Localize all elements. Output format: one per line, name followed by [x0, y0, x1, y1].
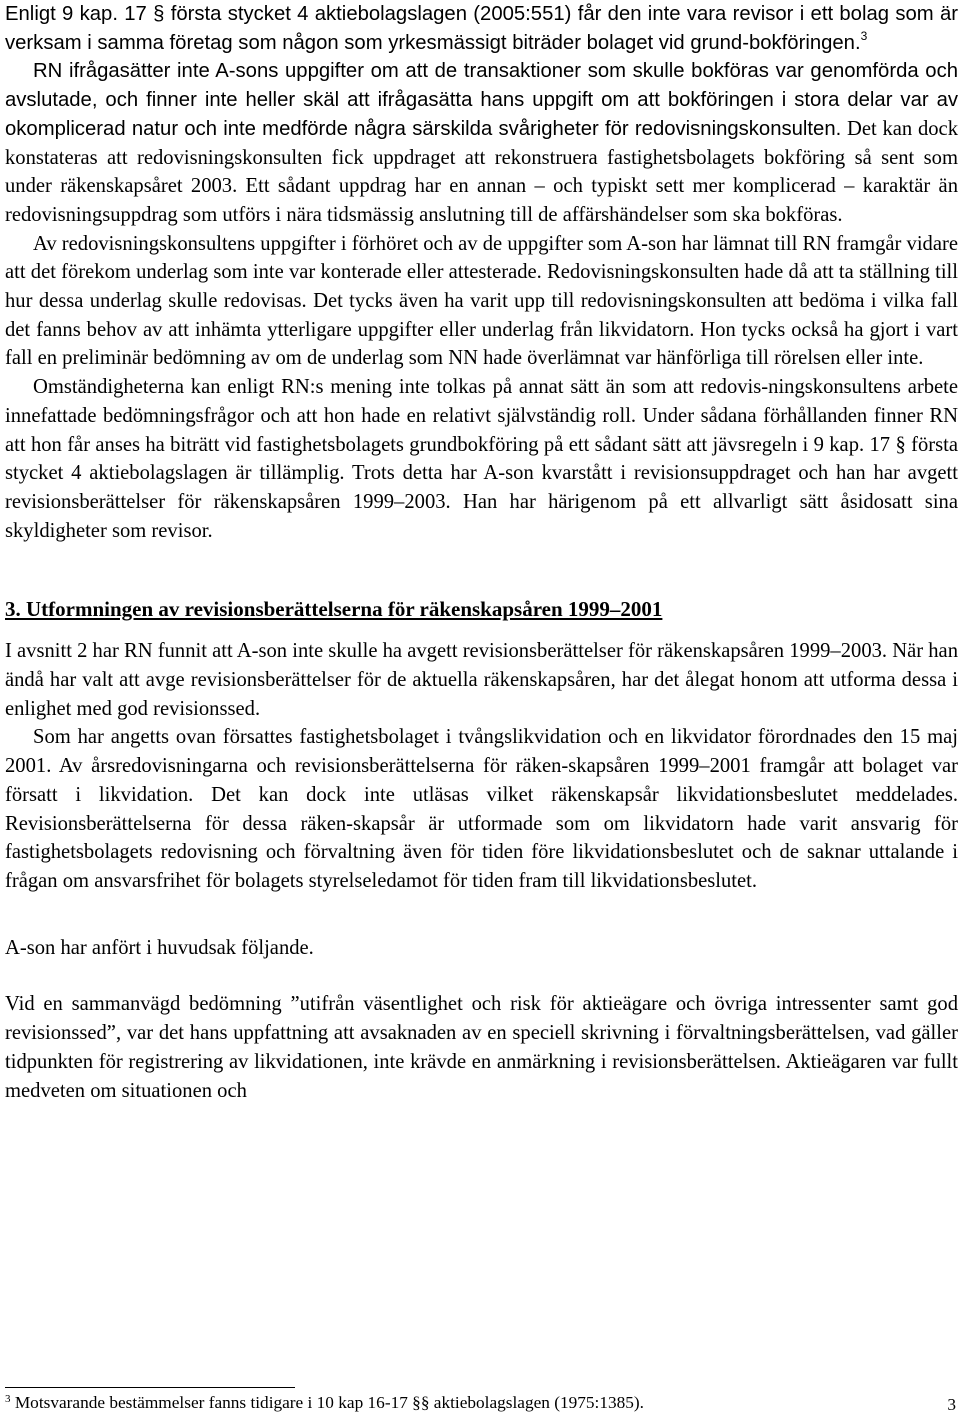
footnote-number: 3 — [5, 1393, 11, 1405]
paragraph-jav-rule-text: Enligt 9 kap. 17 § första stycket 4 aktiebolagslagen (2005:551) får den inte vara revisor i ett bolag som är verksam i samma företag som någon som yrkesmässigt biträder bolaget vid grund-bokföringen. — [5, 3, 958, 54]
footnote-separator — [5, 1387, 295, 1388]
spacer — [5, 896, 958, 934]
paragraph-rn-assessment-sans: RN ifrågasätter inte A-sons uppgifter om att de transaktioner som skulle bokföras var genomförda och avslutade, och finner inte heller skäl att ifrågasätta hans uppgift om att bokföringen i stora delar var av okomplicerad natur och inte medförde några särskilda svårigheter för redovisningskonsulten. — [5, 60, 958, 140]
paragraph-consultant-statements: Av redovisningskonsultens uppgifter i förhöret och av de uppgifter som A-son har lämnat till RN framgår vidare att det förekom underlag som inte var konterade eller attesterade. Redovisningskonsulten hade då att ta ställning till hur dessa underlag skulle redovisas. Det tycks även ha varit upp till redovisningskonsulten att bedöma i vilka fall det fanns behov av att inhämta ytterligare uppgifter eller underlag från likvidatorn. Hon tycks också ha gjort i vart fall en preliminär bedömning av om de underlag som NN hade överlämnat var hänförliga till rörelsen eller inte. — [5, 232, 958, 370]
paragraph-circumstances: Omständigheterna kan enligt RN:s mening inte tolkas på annat sätt än som att redovis-ningskonsultens arbete innefattade bedömningsfrågor och att hon hade en relativt självständig roll. Under sådana förhållanden finner RN att hon får anses ha biträtt vid fastighetsbolagets grundbokföring på ett sådant sätt att jävsregeln i 9 kap. 17 § första stycket 4 aktiebolagslagen är tillämplig. Trots detta har A-son kvarstått i revisionsuppdraget och han har avgett revisionsberättelser för räkenskapsåren 1999–2003. Han har härigenom på ett allvarligt sätt åsidosatt sina skyldigheter som revisor. — [5, 376, 958, 542]
footnote-text: Motsvarande bestämmelser fanns tidigare i 10 kap 16-17 §§ aktiebolagslagen (1975:1385). — [10, 1393, 644, 1412]
paragraph-liquidation: Som har angetts ovan försattes fastighetsbolaget i tvångslikvidation och en likvidator förordnades den 15 maj 2001. Av årsredovisningarna och revisionsberättelserna för räken-skapsåren 1999–2001 framgår att bolaget var försatt i likvidation. Det kan dock inte utläsas vilket räkenskapsår likvidationsbeslutet meddelades. Revisionsberättelserna för dessa räken-skapsår är utformade som om likvidatorn hade varit ansvarig för fastighetsbolagets redovisning och förvaltning även för tiden före likvidationsbeslutet och de saknar uttalande i frågan om ansvarsfrihet för bolagets styrelseledamot för tiden fram till likvidationsbeslutet. — [5, 726, 958, 892]
paragraph-statement-intro: A-son har anfört i huvudsak följande. — [5, 936, 314, 959]
paragraph-jav-rule — [5, 0, 958, 57]
document-page — [5, 0, 958, 1105]
paragraph-rn-assessment-serif: Det kan dock konstateras att redovisningskonsulten fick uppdraget att rekonstruera fastighetsbolagets bokföring så sent som under räkenskapsåret 2003. Ett sådant uppdrag har en annan – och typiskt sett mer komplicerad – karaktär än redovisningsuppdrag som utförs i nära tidsmässig anslutning till de affärshändelser som ska bokföras. — [5, 117, 958, 226]
footnote — [5, 1392, 644, 1414]
paragraph-statement: Vid en sammanvägd bedömning ”utifrån väsentlighet och risk för aktieägare och övriga intressenter samt god revisionssed”, var det hans uppfattning att avsaknaden av en speciell skrivning i förvaltningsberättelsen, vad gäller tidpunkten för registrering av likvidationen, inte krävde en anmärkning i revisionsberättelsen. Aktieägaren var fullt medveten om situationen och — [5, 993, 958, 1102]
section-heading: 3. Utformningen av revisionsberättelserna för räkenskapsåren 1999–2001 — [5, 597, 663, 622]
page-number: 3 — [947, 1395, 956, 1414]
paragraph-section-intro: I avsnitt 2 har RN funnit att A-son inte skulle ha avgett revisionsberättelser för räkenskapsåren 1999–2003. När han ändå har valt att avge revisionsberättelser för de aktuella räkenskapsåren, har det ålegat honom att utforma dessa i enlighet med god revisionssed. — [5, 640, 958, 720]
paragraph-rn-assessment — [5, 57, 958, 229]
spacer — [5, 623, 958, 637]
footnote-reference: 3 — [860, 28, 868, 43]
spacer — [5, 545, 958, 595]
spacer — [5, 962, 958, 990]
